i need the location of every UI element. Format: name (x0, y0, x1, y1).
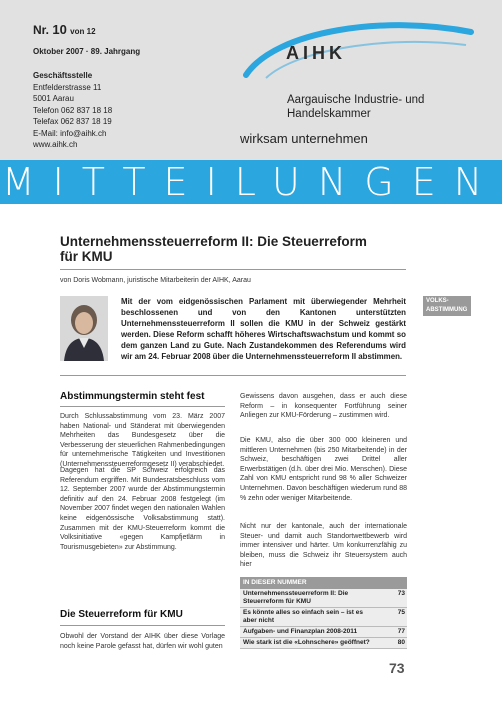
category-tag-line-1: VOLKS- (426, 298, 449, 304)
paragraph-2: Dagegen hat die SP Schweiz erfolgreich das Referendum ergriffen. Mit Bundesratsbeschluss vom 12. September 2007 wurde der Abstimmungstermin definitiv auf den 24. Februar 2008 festgelegt (im November 2007 findet wegen den nationalen Wahlen keine eidgenössische Volksabstimmung statt). Zusammen mit der KMU-Steuerreform kommt die Volksinitiative «gegen Kampfjetlärm in Tourismusgebieten» zur Abstimmung. (60, 467, 225, 551)
page-number: 73 (389, 660, 405, 676)
toc-item-page: 80 (397, 639, 405, 646)
toc-item-title: Wie stark ist die «Lohnschere» geöffnet? (243, 639, 370, 646)
lead-rule (60, 375, 406, 376)
paragraph-5: Die KMU, also die über 300 000 kleineren und mittleren Unternehmen (bis 250 Mitarbeitende) in der Schweiz, beschäftigen zwei Drittel aller Erwerbstätigen (d.h. über drei Mio. Menschen). Diese Zahl von KMU entspricht rund 98 % aller Schweizer Unternehmen. Davon beschäftigen wiederum rund 88 % zehn oder weniger Mitarbeitende. (240, 437, 407, 502)
address-email[interactable]: E-Mail: info@aihk.ch (33, 128, 107, 138)
address-street: Entfelderstrasse 11 (33, 82, 102, 92)
organisation-name (287, 93, 424, 121)
address-phone: Telefon 062 837 18 18 (33, 105, 113, 115)
lead-paragraph: Mit der vom eidgenössischen Parlament mit überwiegender Mehrheit beschlossenen und von den Kantonen unterstützten Unternehmenssteuerreform II sollen die KMU in der Schweiz gestärkt werden. Diese Reform schafft höheres Wirtschaftswachstum und kommt so dem ganzen Land zu Gute. Nach Zustandekommen des Referendums wird wir am 24. Februar 2008 über die Unternehmenssteuerreform II abstimmen. (121, 297, 406, 361)
section-heading-2: Die Steuerreform für KMU (60, 609, 183, 620)
section-rule-1 (60, 406, 225, 407)
issue-of: von 12 (70, 27, 96, 36)
address-label: Geschäftsstelle (33, 71, 93, 80)
org-line-1: Aargauische Industrie- und (287, 94, 425, 106)
slogan: wirksam unternehmen (240, 131, 368, 146)
toc-item[interactable] (240, 608, 407, 627)
toc-item-title: Es könnte alles so einfach sein – ist es aber nicht (243, 609, 363, 624)
toc-item-title: Aufgaben- und Finanzplan 2008-2011 (243, 628, 358, 635)
paragraph-6: Nicht nur der kantonale, auch der internationale Steuer- und damit auch Standortwettbewerb wird immer intensiver und härter. Um konkurrenzfähig zu bleiben, muss die Schweiz ihr Steuersystem auch hier (240, 523, 407, 569)
toc-heading: IN DIESER NUMMER (240, 577, 407, 589)
org-line-2: Handelskammer (287, 108, 371, 120)
portrait-image (60, 296, 108, 361)
section-rule-2 (60, 625, 225, 626)
table-of-contents (240, 577, 407, 649)
paragraph-4: Gewissens davon ausgehen, dass er auch diese Reform – in konsequenter Fortführung seiner Anliegen zur KMU-Förderung – zustimmen wird. (240, 393, 407, 420)
issue-date: Oktober 2007 · 89. Jahrgang (33, 47, 141, 56)
toc-item[interactable] (240, 638, 407, 649)
toc-item-page: 77 (397, 628, 405, 635)
address-block (33, 70, 112, 151)
category-tag (423, 296, 471, 316)
toc-item-page: 75 (397, 609, 405, 616)
toc-item-title: Unternehmenssteuerreform II: Die Steuerreform für KMU (243, 590, 349, 605)
logo-text: AIHK (286, 43, 346, 63)
toc-item-page: 73 (397, 590, 405, 597)
toc-item[interactable] (240, 627, 407, 638)
address-web[interactable]: www.aihk.ch (33, 140, 78, 149)
toc-list (240, 589, 407, 649)
paragraph-1: Durch Schlussabstimmung vom 23. März 2007 haben National- und Ständerat mit überwiegenden Mehrheiten das Bundesgesetz über die Verbesserung der steuerlichen Rahmenbedingungen für unternehmerische Tätigkeiten und Investitionen (Unternehmenssteuerreformgesetz II) verabschiedet. (60, 413, 225, 468)
article-title-line-1: Unternehmenssteuerreform II: Die Steuerreform (60, 234, 367, 249)
issue-prefix: Nr. (33, 23, 50, 37)
aihk-logo-swoosh (236, 20, 476, 80)
address-fax: Telefax 062 837 18 19 (33, 117, 112, 126)
paragraph-3: Obwohl der Vorstand der AIHK über diese Vorlage noch keine Parole gefasst hat, dürfen wir wohl guten (60, 633, 225, 650)
category-tag-line-2: ABSTIMMUNG (426, 306, 468, 313)
title-rule (60, 269, 406, 270)
article-title (60, 234, 460, 264)
issue-number-value: 10 (52, 22, 67, 37)
issue-number (33, 22, 96, 37)
section-heading-1: Abstimmungstermin steht fest (60, 391, 205, 402)
article-title-line-2: für KMU (60, 249, 113, 264)
author-photo (60, 296, 108, 361)
byline: von Doris Wobmann, juristische Mitarbeiterin der AIHK, Aarau (60, 277, 251, 284)
publication-title: MITTEILUNGEN (1, 160, 501, 204)
toc-item[interactable] (240, 589, 407, 608)
address-city: 5001 Aarau (33, 94, 74, 103)
